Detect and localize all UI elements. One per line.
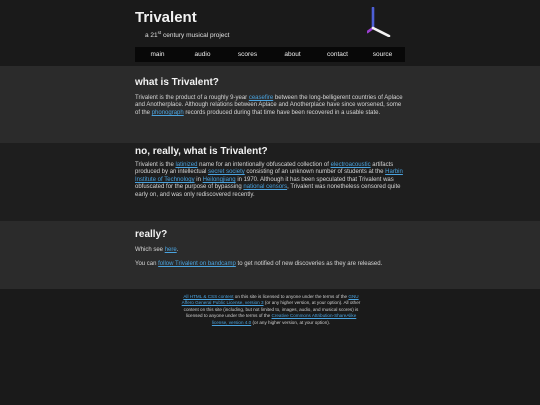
text-run: on this site is licensed to anyone under the terms of the [233, 294, 349, 299]
section-what [0, 66, 540, 143]
link-phonograph[interactable]: phonograph [151, 109, 184, 116]
paragraph [135, 162, 405, 199]
text-run: consisting of an unknown number of students at the [244, 169, 386, 176]
link-electroacoustic[interactable]: electroacoustic [330, 162, 371, 168]
text-run: artifacts produced by an intellectual [135, 162, 394, 176]
tagline-suffix: century musical project [161, 32, 230, 40]
nav-link-main[interactable]: main [150, 51, 165, 58]
section-really [0, 221, 540, 289]
tagline-prefix: a 21 [145, 32, 158, 40]
text-run: Trivalent is the product of a roughly 9-year [135, 95, 249, 101]
link-follow-trivalent-on-bandcamp[interactable]: follow Trivalent on bandcamp [158, 261, 236, 268]
site-header [0, 0, 540, 65]
section-title: really? [135, 229, 168, 240]
text-run: Which see [135, 247, 165, 253]
link-heilongjiang[interactable]: Heilongjiang [202, 176, 236, 183]
section-really-what [0, 143, 540, 221]
text-run: You can [135, 261, 159, 268]
section-body [135, 162, 405, 206]
link-latinized[interactable]: latinized [175, 162, 198, 168]
paragraph [135, 95, 405, 117]
link-creative-commons-attribution-sharealike-license-version-4-0[interactable]: Creative Commons Attribution-ShareAlike license, version 4.0 [211, 313, 357, 325]
text-run: . [176, 247, 179, 253]
nav-link-about[interactable]: about [284, 51, 301, 58]
text-run: (or any higher version, at your option). All other content on this site (including, but not limited to, images, audio, and musical scores) is licensed to anyone under the terms of the [183, 300, 361, 319]
section-body [135, 247, 405, 276]
site-title: Trivalent [135, 9, 197, 26]
site-tagline [145, 30, 229, 39]
text-run: name for an intentionally obfuscated collection of [197, 162, 331, 168]
link-all-html-css-content[interactable]: All HTML & CSS content [183, 294, 234, 299]
logo-arm-right [373, 28, 389, 36]
tagline-superscript: st [157, 30, 162, 35]
link-here[interactable]: here [164, 247, 177, 253]
text-run: in [194, 176, 203, 183]
nav-link-source[interactable]: source [372, 51, 393, 58]
license-footer [178, 294, 364, 326]
section-title: what is Trivalent? [135, 77, 219, 88]
text-run: to get notified of new discoveries as they are released. [235, 261, 383, 268]
link-national-censors[interactable]: national censors [243, 184, 288, 191]
link-secret-society[interactable]: secret society [208, 169, 245, 176]
main-nav [135, 47, 405, 62]
nav-link-contact[interactable]: contact [327, 51, 348, 58]
nav-link-scores[interactable]: scores [237, 51, 258, 58]
section-body [135, 95, 405, 124]
text-run: Trivalent is the [135, 162, 176, 168]
paragraph [135, 261, 405, 268]
text-run: , Trivalent was nonetheless censored quite early on, and was only rediscovered recently. [135, 184, 401, 198]
paragraph [135, 247, 405, 254]
link-gnu-affero-general-public-license-version-3[interactable]: GNU Affero General Public License, version 3 [181, 294, 359, 306]
text-run: between the long-belligerent countries of Aplace and Anotherplace. Although relations between Aplace and Anotherplace have since worsened, some of the [135, 95, 403, 116]
text-run: (or any higher version, at your option). [251, 319, 331, 325]
text-run: in 1970. Although it has been speculated that Trivalent was obfuscated for the purpose of bypassing [135, 176, 394, 191]
trivalent-logo-icon [367, 7, 391, 37]
link-ceasefire[interactable]: ceasefire [248, 95, 274, 101]
link-harbin-institute-of-technology[interactable]: Harbin Institute of Technology [135, 169, 403, 183]
text-run: records produced during that time have been recovered in a usable state. [183, 109, 381, 116]
section-title: no, really, what is Trivalent? [135, 146, 268, 157]
nav-link-audio[interactable]: audio [194, 51, 211, 58]
